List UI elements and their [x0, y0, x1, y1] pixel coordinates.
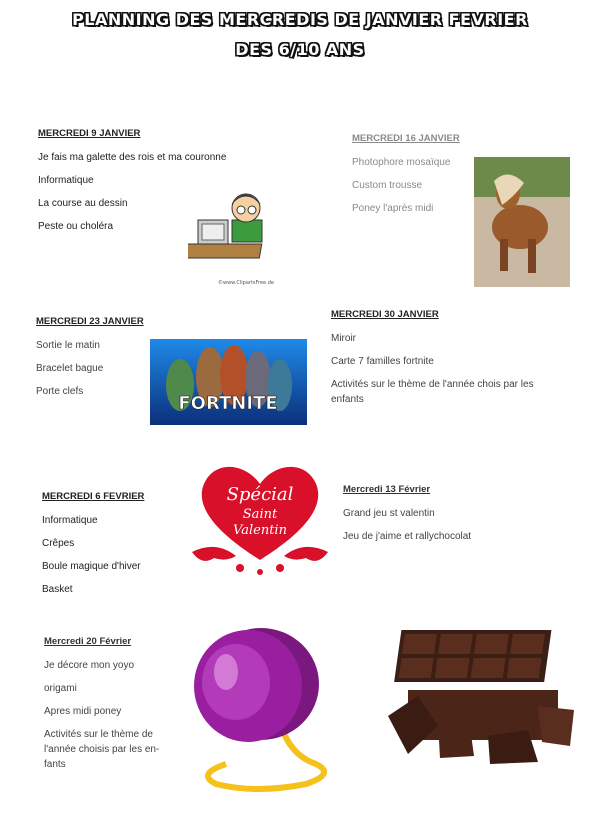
- session-13-fevrier: [343, 484, 543, 554]
- activity-item: Activités sur le thème de: [44, 729, 153, 740]
- clipart-credit: ©www.ClipartsFree.de: [218, 280, 274, 286]
- activity-item: Poney l'après midi: [352, 203, 434, 214]
- activity-item: fants: [44, 759, 66, 770]
- activity-item: enfants: [331, 394, 364, 405]
- activity-item: Informatique: [42, 515, 98, 526]
- session-date: MERCREDI 6 FEVRIER: [42, 491, 145, 502]
- session-20-fevrier: [44, 636, 184, 782]
- activity-item: Custom trousse: [352, 180, 423, 191]
- valentine-heart-image: [186, 456, 334, 580]
- yoyo-image: [186, 624, 346, 804]
- chocolate-image: [378, 626, 578, 766]
- valentine-text-2: Saint: [242, 507, 278, 522]
- activity-item: La course au dessin: [38, 198, 128, 209]
- pony-image: [474, 157, 570, 287]
- valentine-text-1: Spécial: [226, 484, 294, 505]
- session-date: Mercredi 13 Février: [343, 484, 431, 495]
- page-title-line1: PLANNING DES MERCREDIS DE JANVIER FEVRIER: [72, 10, 528, 29]
- activity-item: origami: [44, 683, 77, 694]
- session-16-janvier: [352, 133, 472, 226]
- activity-item: Jeu de j'aime et rallychocolat: [343, 531, 472, 542]
- activity-item: Porte clefs: [36, 386, 84, 397]
- activity-item: Informatique: [38, 175, 94, 186]
- fortnite-image: [150, 339, 307, 425]
- session-date: MERCREDI 23 JANVIER: [36, 316, 144, 327]
- session-date: Mercredi 20 Février: [44, 636, 132, 647]
- session-6-fevrier: [42, 491, 182, 607]
- activity-item: Je décore mon yoyo: [44, 660, 135, 671]
- activity-item: Carte 7 familles fortnite: [331, 356, 434, 367]
- activity-item: Crêpes: [42, 538, 75, 549]
- activity-item: Boule magique d'hiver: [42, 561, 141, 572]
- activity-item: Activités sur le thème de l'année chois par les: [331, 379, 534, 390]
- session-date: MERCREDI 9 JANVIER: [38, 128, 141, 139]
- activity-item: Grand jeu st valentin: [343, 508, 435, 519]
- activity-item: Miroir: [331, 333, 356, 344]
- fortnite-logo-text: FORTNITE: [178, 393, 278, 414]
- activity-item: Peste ou choléra: [38, 221, 114, 232]
- activity-item: l'année choisis par les en-: [44, 744, 160, 755]
- kid-computer-image: [188, 186, 280, 288]
- session-date: MERCREDI 16 JANVIER: [352, 133, 460, 144]
- activity-item: Photophore mosaïque: [352, 157, 451, 168]
- activity-item: Basket: [42, 584, 73, 595]
- valentine-text-3: Valentin: [233, 523, 287, 538]
- session-30-janvier: [331, 309, 551, 417]
- activity-item: Je fais ma galette des rois et ma couronne: [38, 152, 227, 163]
- page-title-line2: DES 6/10 ANS: [235, 40, 365, 59]
- session-23-janvier: [36, 316, 146, 409]
- activity-item: Apres midi poney: [44, 706, 122, 717]
- activity-item: Sortie le matin: [36, 340, 100, 351]
- session-date: MERCREDI 30 JANVIER: [331, 309, 439, 320]
- activity-item: Bracelet bague: [36, 363, 104, 374]
